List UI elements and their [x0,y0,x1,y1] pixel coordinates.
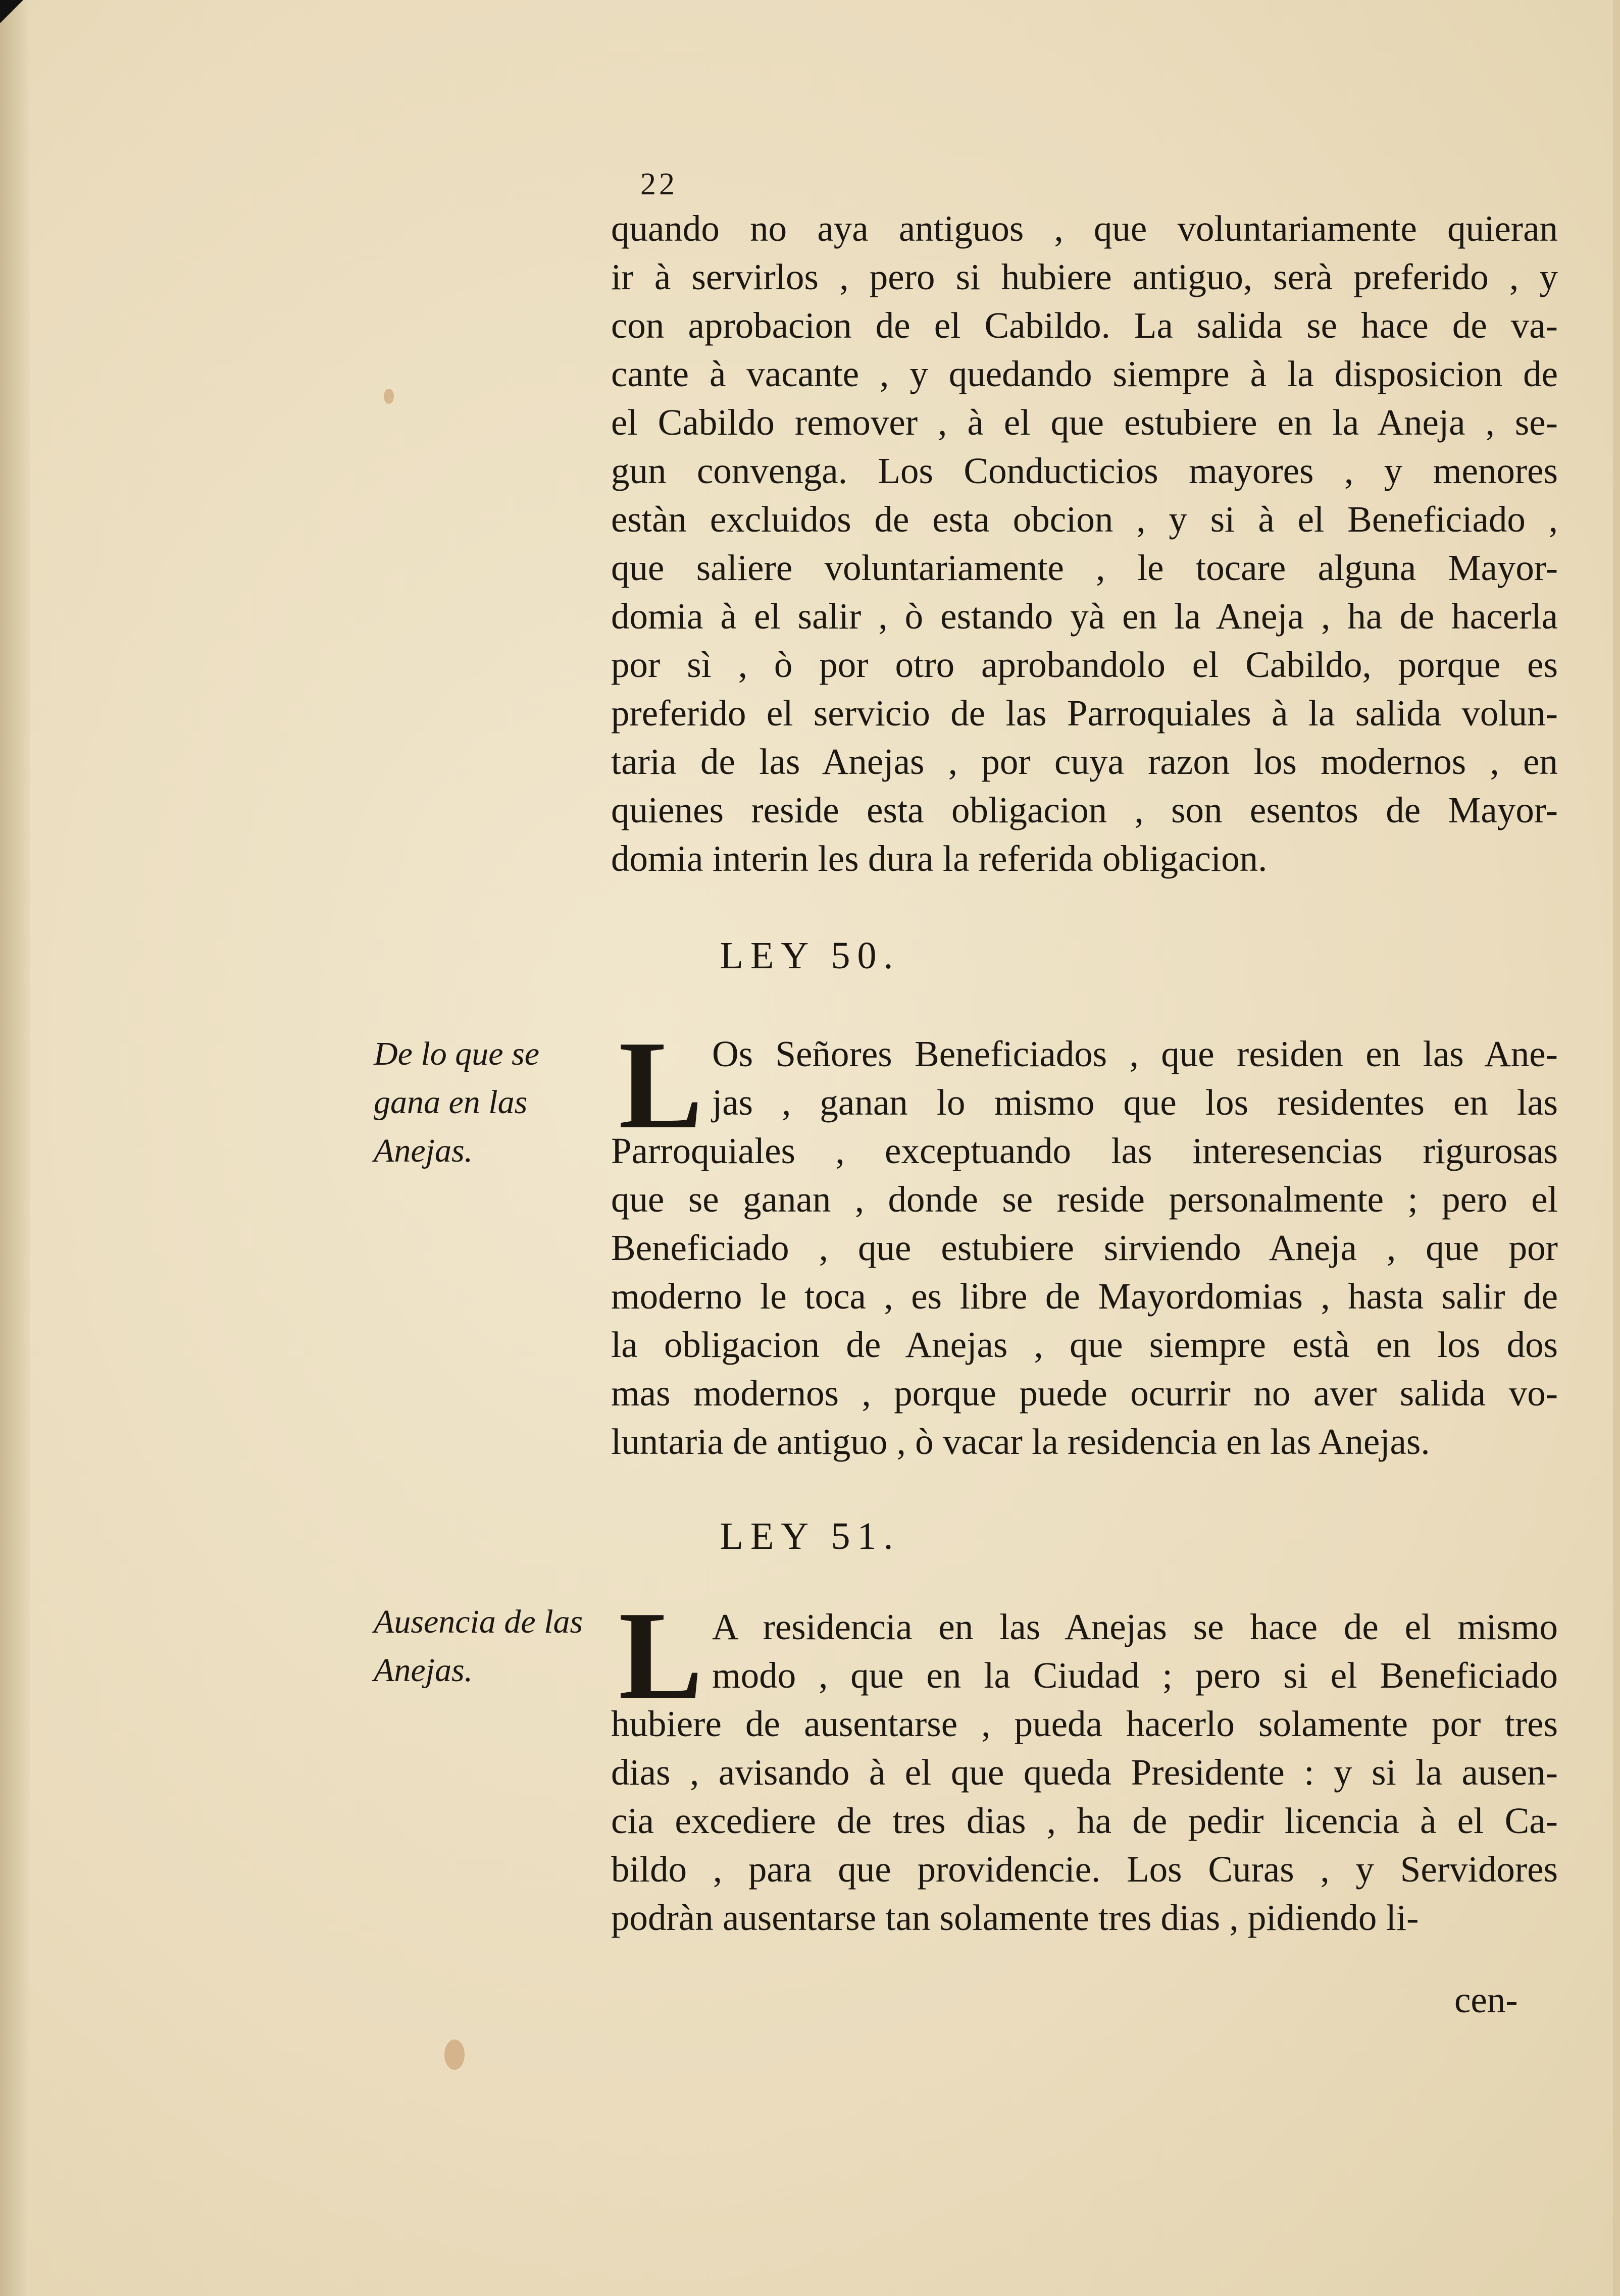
paragraph-continued [611,204,1558,883]
catchword: cen- [1454,1979,1518,2020]
text-line: domia à el salir , ò estando yà en la Aneja , ha de hacerla [611,596,1558,637]
text-line: dias , avisando à el que queda Presidente : y si la ausen- [611,1752,1558,1793]
text-line: gun convenga. Los Conducticios mayores , y menores [611,450,1558,491]
ley-50-text [611,1030,1558,1466]
foxing-spot [384,389,394,404]
text-line: domia interin les dura la referida obligacion. [611,838,1268,879]
text-line: quienes reside esta obligacion , son esentos de Mayor- [611,790,1558,830]
text-line: ir à servirlos , pero si hubiere antiguo, serà preferido , y [611,256,1558,297]
text-line: bildo , para que providencie. Los Curas , y Servidores [611,1849,1558,1890]
text-line: con aprobacion de el Cabildo. La salida se hace de va- [611,305,1558,346]
text-line: A residencia en las Anejas se hace de el mismo [712,1606,1558,1647]
foxing-spot [444,2040,465,2070]
page-corner [0,0,23,23]
ley-51-dropcap: L [619,1586,703,1726]
text-line: que saliere voluntariamente , le tocare alguna Mayor- [611,547,1558,588]
text-line: Os Señores Beneficiados , que residen en las Ane- [712,1033,1558,1074]
ley-51-heading: LEY 51. [720,1515,900,1557]
ley-51-margin-note: Ausencia de las Anejas. [374,1603,583,1689]
page-number: 22 [640,167,678,201]
page-gutter [0,0,30,2296]
text-line: el Cabildo remover , à el que estubiere en la Aneja , se- [611,402,1558,443]
text-line: mas modernos , porque puede ocurrir no aver salida vo- [611,1373,1558,1414]
text-line: Parroquiales , exceptuando las interesencias rigurosas [611,1130,1558,1171]
text-line: estàn excluidos de esta obcion , y si à el Beneficiado , [611,499,1558,540]
text-line: jas , ganan lo mismo que los residentes en las [712,1082,1558,1123]
text-line: moderno le toca , es libre de Mayordomias , hasta salir de [611,1276,1558,1317]
text-line: cia excediere de tres dias , ha de pedir licencia à el Ca- [611,1800,1558,1841]
text-line: modo , que en la Ciudad ; pero si el Beneficiado [712,1655,1558,1696]
text-line: quando no aya antiguos , que voluntariamente quieran [611,208,1558,249]
text-line: hubiere de ausentarse , pueda hacerlo solamente por tres [611,1703,1558,1744]
text-line: podràn ausentarse tan solamente tres dias , pidiendo li- [611,1897,1419,1938]
text-line: preferido el servicio de las Parroquiales à la salida volun- [611,693,1558,734]
ley-51-text [611,1603,1558,1942]
text-line: luntaria de antiguo , ò vacar la residencia en las Anejas. [611,1421,1430,1462]
text-line: cante à vacante , y quedando siempre à la disposicion de [611,353,1558,394]
text-line: Beneficiado , que estubiere sirviendo Aneja , que por [611,1227,1558,1268]
ley-50-margin-note: De lo que se gana en las Anejas. [374,1035,540,1169]
ley-50-heading: LEY 50. [720,934,900,977]
page-right-edge [1613,0,1620,2296]
ley-50-dropcap: L [619,1015,703,1155]
text-line: que se ganan , donde se reside personalmente ; pero el [611,1179,1558,1220]
text-line: por sì , ò por otro aprobandolo el Cabildo, porque es [611,644,1558,685]
text-line: taria de las Anejas , por cuya razon los modernos , en [611,741,1558,782]
text-line: la obligacion de Anejas , que siempre està en los dos [611,1324,1558,1365]
